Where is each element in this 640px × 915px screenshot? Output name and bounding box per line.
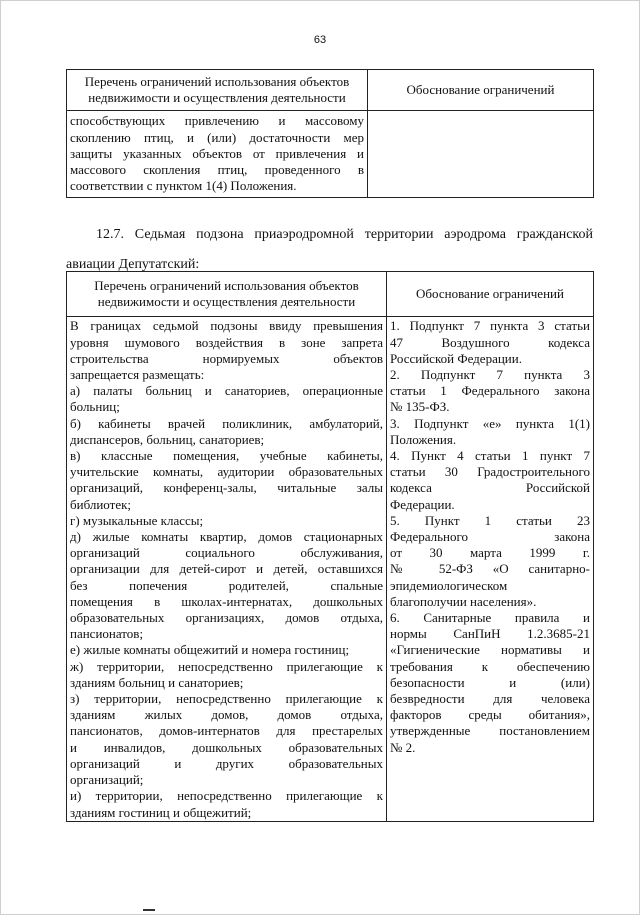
- cell-line: 3. Подпункт «е» пункта 1(1): [390, 415, 590, 431]
- cell-line: строительства нормируемых объектов: [70, 350, 383, 366]
- cell-line: 5. Пункт 1 статьи 23: [390, 512, 590, 528]
- cell-line: больниц;: [70, 399, 120, 415]
- cell-line: Российской Федерации.: [390, 350, 522, 366]
- cell-line: защиты указанных объектов от привлечения и: [70, 145, 364, 161]
- table-row: [67, 317, 594, 821]
- cell-line: организаций;: [70, 772, 144, 788]
- cell-line: и инвалидов, дошкольных образовательных: [70, 739, 383, 755]
- cell-line: безвредности для человека: [390, 691, 590, 707]
- cell-line: помещения в школах-интернатах, дошкольных: [70, 593, 383, 609]
- restrictions-cell: [67, 317, 387, 821]
- cell-line: статьи 1 Федерального закона: [390, 383, 590, 399]
- cell-line: запрещается размещать:: [70, 367, 205, 383]
- cell-line: зданиям гостиниц и общежитий;: [70, 804, 252, 820]
- cell-line: безопасности и (или): [390, 674, 590, 690]
- cell-line: скоплению птиц, и (или) достаточности мер: [70, 129, 364, 145]
- table-row: [67, 111, 594, 198]
- cell-line: е) жилые комнаты общежитий и номера гостиниц;: [70, 642, 350, 658]
- cell-line: кодекса Российской: [390, 480, 590, 496]
- table-header-row: [67, 272, 594, 317]
- cell-line: от 30 марта 1999 г.: [390, 545, 590, 561]
- cell-line: пансионатов;: [70, 626, 144, 642]
- cell-line: способствующих привлечению и массовому: [70, 113, 364, 129]
- page-number: 63: [313, 34, 327, 46]
- justification-cell: [387, 317, 594, 821]
- seventh-subzone-table: [66, 271, 594, 822]
- cell-line: организации для детей-сирот и детей, оставшихся: [70, 561, 383, 577]
- cell-line: ж) территории, непосредственно прилегающие к: [70, 658, 383, 674]
- cell-line: массового скопления птиц, проведенного в: [70, 162, 364, 178]
- cell-line: 2. Подпункт 7 пункта 3: [390, 367, 590, 383]
- cell-line: эпидемиологическом: [390, 577, 508, 593]
- cell-line: № 2.: [390, 739, 416, 755]
- header-justification: Обоснование ограничений: [368, 70, 594, 111]
- cell-line: з) территории, непосредственно прилегающие к: [70, 691, 383, 707]
- restrictions-cell: [67, 111, 368, 198]
- cell-line: диспансеров, больниц, санаториев;: [70, 431, 265, 447]
- cell-line: б) кабинеты врачей поликлиник, амбулаторий,: [70, 415, 383, 431]
- cell-line: библиотек;: [70, 496, 132, 512]
- cell-line: организаций и других образовательных: [70, 755, 383, 771]
- cell-line: зданиям жилых домов, домов отдыха,: [70, 707, 383, 723]
- cell-line: факторов среды обитания»,: [390, 707, 590, 723]
- cell-line: уровня шумового воздействия в зоне запрета: [70, 334, 383, 350]
- cell-line: № 135-ФЗ.: [390, 399, 450, 415]
- cell-line: утвержденные постановлением: [390, 723, 590, 739]
- cell-line: г) музыкальные классы;: [70, 512, 204, 528]
- cell-line: 47 Воздушного кодекса: [390, 334, 590, 350]
- cell-line: 1. Подпункт 7 пункта 3 статьи: [390, 318, 590, 334]
- cell-line: зданиям больниц и санаториев;: [70, 674, 244, 690]
- paragraph-line: авиации Депутатский:: [66, 257, 200, 272]
- scan-mark: [143, 909, 155, 911]
- justification-cell: [368, 111, 594, 198]
- cell-line: и) территории, непосредственно прилегающие к: [70, 788, 383, 804]
- cell-line: Федерального закона: [390, 529, 590, 545]
- cell-line: д) жилые комнаты квартир, домов стационарных: [70, 529, 383, 545]
- cell-line: образовательных организациях, домов отдыха,: [70, 610, 383, 626]
- cell-line: нормы СанПиН 1.2.3685-21: [390, 626, 590, 642]
- cell-line: статьи 30 Градостроительного: [390, 464, 590, 480]
- table-header-row: [67, 70, 594, 111]
- cell-line: 6. Санитарные правила и: [390, 610, 590, 626]
- cell-line: пансионатов, домов-интернатов для престарелых: [70, 723, 383, 739]
- cell-line: 4. Пункт 4 статьи 1 пункт 7: [390, 448, 590, 464]
- cell-line: а) палаты больниц и санаториев, операционные: [70, 383, 383, 399]
- cell-line: учительские комнаты, аудитории образовательных: [70, 464, 383, 480]
- cell-line: благополучии населения».: [390, 593, 537, 609]
- header-justification: Обоснование ограничений: [387, 272, 594, 317]
- cell-line: «Гигиенические нормативы и: [390, 642, 590, 658]
- cell-line: Федерации.: [390, 496, 455, 512]
- cell-line: организаций социального обслуживания,: [70, 545, 383, 561]
- cell-line: Положения.: [390, 431, 457, 447]
- cell-line: В границах седьмой подзоны ввиду превышения: [70, 318, 383, 334]
- cell-line: требования к обеспечению: [390, 658, 590, 674]
- paragraph-line: 12.7. Седьмая подзона приаэродромной территории аэродрома гражданской: [96, 227, 593, 242]
- header-restrictions-list: Перечень ограничений использования объектов недвижимости и осуществления деятельности: [67, 70, 368, 111]
- cell-line: № 52-ФЗ «О санитарно-: [390, 561, 590, 577]
- cell-line: в) классные помещения, учебные кабинеты,: [70, 448, 383, 464]
- cell-line: организаций, конференц-залы, читальные залы: [70, 480, 383, 496]
- restrictions-table-continued: [66, 69, 594, 198]
- cell-line: без попечения родителей, спальные: [70, 577, 383, 593]
- cell-line: соответствии с пунктом 1(4) Положения.: [70, 178, 297, 194]
- header-restrictions-list: Перечень ограничений использования объектов недвижимости и осуществления деятельности: [67, 272, 387, 317]
